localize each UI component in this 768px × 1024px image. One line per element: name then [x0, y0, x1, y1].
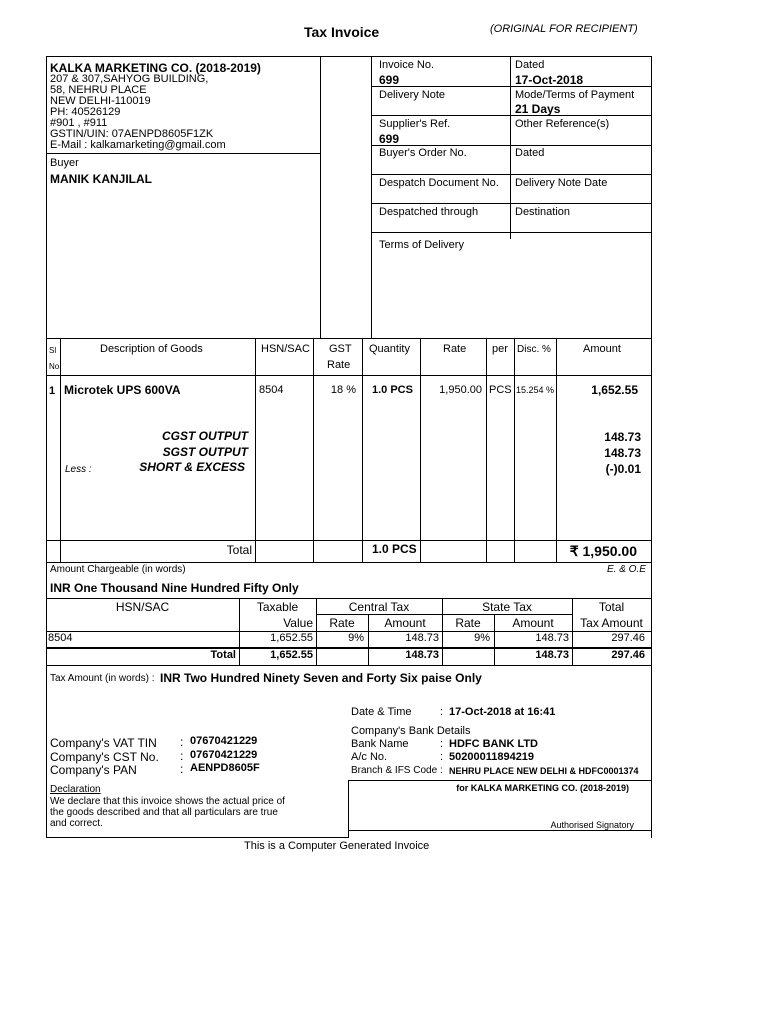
- buyer-name: MANIK KANJILAL: [50, 172, 152, 186]
- item-gst: 18 %: [330, 384, 356, 396]
- declaration-label: Declaration: [50, 784, 101, 795]
- declaration-line: and correct.: [50, 818, 103, 829]
- amount-header: Amount: [583, 343, 621, 355]
- cst-value: 07670421229: [190, 749, 258, 761]
- ac-no-value: 50200011894219: [449, 751, 535, 763]
- per-header: per: [492, 343, 508, 355]
- tax-total-state: 148.73: [535, 649, 569, 661]
- state-amount-header: Amount: [512, 616, 554, 630]
- tax-words-label: Tax Amount (in words) :: [50, 673, 155, 684]
- cgst-label: CGST OUTPUT: [162, 429, 248, 443]
- copy-label: (ORIGINAL FOR RECIPIENT): [490, 23, 638, 35]
- invoice-no-value: 699: [379, 73, 400, 87]
- cst-label: Company's CST No.: [50, 750, 159, 764]
- dated-value: 17-Oct-2018: [515, 73, 584, 87]
- seller-name: KALKA MARKETING CO. (2018-2019): [50, 61, 261, 75]
- item-disc: 15.254 %: [516, 385, 555, 395]
- pan-colon: :: [180, 762, 184, 776]
- bank-name-colon: :: [440, 738, 444, 750]
- tax-total-central: 148.73: [405, 649, 439, 661]
- seller-email: E-Mail : kalkamarketing@gmail.com: [50, 139, 226, 151]
- tax-in-words: INR Two Hundred Ninety Seven and Forty Six paise Only: [160, 671, 482, 685]
- vat-colon: :: [180, 735, 184, 749]
- seller-address-line: 58, NEHRU PLACE: [50, 84, 147, 96]
- seller-address-line: #901 , #911: [50, 117, 108, 129]
- payment-terms-value: 21 Days: [515, 102, 561, 116]
- less-label: Less :: [65, 464, 92, 475]
- gst-header: GST: [329, 343, 352, 355]
- branch-colon: :: [440, 765, 443, 776]
- eoe-label: E. & O.E: [607, 564, 646, 575]
- destination-label: Destination: [515, 206, 571, 218]
- total-tax-amount-header: Tax Amount: [580, 616, 643, 630]
- description-header: Description of Goods: [100, 343, 203, 355]
- seller-gstin: GSTIN/UIN: 07AENPD8605F1ZK: [50, 128, 214, 140]
- vat-label: Company's VAT TIN: [50, 736, 157, 750]
- state-tax-header: State Tax: [482, 600, 532, 614]
- central-tax-header: Central Tax: [348, 600, 410, 614]
- declaration-line: the goods described and that all particulars are true: [50, 807, 278, 818]
- payment-terms-label: Mode/Terms of Payment: [515, 89, 635, 101]
- dated-label: Dated: [515, 59, 545, 71]
- state-rate-header: Rate: [455, 616, 481, 630]
- tax-row-hsn: 8504: [48, 632, 73, 644]
- cst-colon: :: [180, 749, 184, 763]
- dated2-label: Dated: [515, 147, 545, 159]
- ac-no-label: A/c No.: [351, 751, 388, 763]
- tax-row-central-amount: 148.73: [405, 632, 439, 644]
- rate-header: Rate: [443, 343, 467, 355]
- suppliers-ref-value: 699: [379, 132, 400, 146]
- pan-label: Company's PAN: [50, 763, 137, 777]
- despatch-doc-label: Despatch Document No.: [379, 177, 499, 189]
- taxable-header: Taxable: [256, 600, 299, 614]
- authorised-signatory: Authorised Signatory: [550, 820, 634, 830]
- ac-no-colon: :: [440, 751, 444, 763]
- tax-total-taxable: 1,652.55: [270, 649, 313, 661]
- branch-label: Branch & IFS Code: [351, 765, 438, 776]
- tax-row-state-rate: 9%: [474, 632, 490, 644]
- rupee-icon: ₹: [569, 543, 579, 559]
- computer-generated-note: This is a Computer Generated Invoice: [244, 840, 430, 852]
- vat-value: 07670421229: [190, 735, 258, 747]
- gst-rate-header: Rate: [327, 359, 351, 371]
- seller-address-line: NEW DELHI-110019: [50, 95, 151, 107]
- invoice-no-label: Invoice No.: [379, 59, 435, 71]
- seller-address-line: 207 & 307,SAHYOG BUILDING,: [50, 73, 209, 85]
- item-quantity: 1.0 PCS: [372, 384, 413, 396]
- suppliers-ref-label: Supplier's Ref.: [379, 118, 451, 130]
- central-rate-header: Rate: [329, 616, 355, 630]
- item-per: PCS: [489, 384, 512, 396]
- amount-in-words: INR One Thousand Nine Hundred Fifty Only: [50, 581, 299, 595]
- declaration-line: We declare that this invoice shows the actual price of: [50, 796, 285, 807]
- date-time-value: 17-Oct-2018 at 16:41: [449, 706, 556, 718]
- sgst-amount: 148.73: [604, 446, 641, 460]
- item-rate: 1,950.00: [439, 384, 482, 396]
- tax-row-total: 297.46: [611, 632, 645, 644]
- total-amount: [556, 543, 637, 560]
- despatched-through-label: Despatched through: [379, 206, 479, 218]
- bank-name-label: Bank Name: [351, 738, 409, 750]
- tax-row-taxable: 1,652.55: [270, 632, 313, 644]
- total-label: Total: [226, 543, 252, 557]
- taxable-value-header: Value: [283, 616, 313, 630]
- total-tax-header: Total: [598, 600, 625, 614]
- other-ref-label: Other Reference(s): [515, 118, 610, 130]
- branch-value: NEHRU PLACE NEW DELHI & HDFC0001374: [449, 766, 639, 776]
- tax-total-amount: 297.46: [611, 649, 645, 661]
- item-description: Microtek UPS 600VA: [64, 383, 181, 397]
- bank-details-label: Company's Bank Details: [351, 725, 471, 737]
- date-time-colon: :: [440, 706, 444, 718]
- item-hsn: 8504: [259, 384, 284, 396]
- cgst-amount: 148.73: [604, 430, 641, 444]
- quantity-header: Quantity: [369, 343, 410, 355]
- buyers-order-label: Buyer's Order No.: [379, 147, 467, 159]
- short-excess-amount: (-)0.01: [605, 462, 641, 476]
- bank-name-value: HDFC BANK LTD: [449, 738, 539, 750]
- sgst-label: SGST OUTPUT: [162, 445, 248, 459]
- date-time-label: Date & Time: [351, 706, 412, 718]
- invoice-title: Tax Invoice: [304, 24, 380, 40]
- delivery-note-label: Delivery Note: [379, 89, 446, 101]
- for-company: for KALKA MARKETING CO. (2018-2019): [456, 783, 629, 793]
- sl-header: Sl: [49, 346, 57, 355]
- delivery-note-date-label: Delivery Note Date: [515, 177, 608, 189]
- total-amount-value: 1,950.00: [582, 543, 637, 559]
- seller-phone: PH: 40526129: [50, 106, 121, 118]
- hsn-header: HSN/SAC: [261, 343, 310, 355]
- item-amount: 1,652.55: [591, 383, 638, 397]
- disc-header: Disc. %: [517, 344, 551, 355]
- pan-value: AENPD8605F: [190, 762, 260, 774]
- no-header: No.: [49, 362, 62, 371]
- total-quantity: 1.0 PCS: [372, 542, 417, 556]
- item-sl: 1: [49, 385, 56, 397]
- tax-total-label: Total: [210, 649, 236, 661]
- tax-hsn-header: HSN/SAC: [115, 600, 170, 614]
- tax-row-state-amount: 148.73: [535, 632, 569, 644]
- tax-row-central-rate: 9%: [348, 632, 364, 644]
- terms-of-delivery-label: Terms of Delivery: [379, 239, 464, 251]
- buyer-label: Buyer: [50, 157, 79, 169]
- central-amount-header: Amount: [384, 616, 426, 630]
- amount-words-label: Amount Chargeable (in words): [50, 564, 186, 575]
- short-excess-label: SHORT & EXCESS: [139, 460, 245, 474]
